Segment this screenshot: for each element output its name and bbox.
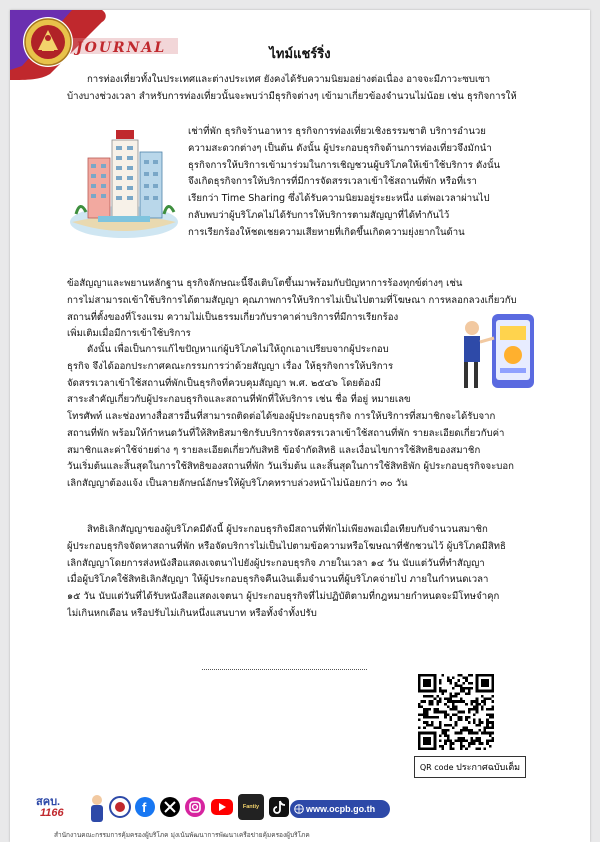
facebook-icon[interactable] bbox=[134, 796, 156, 818]
section-divider bbox=[202, 669, 367, 670]
text-line: เรียกว่า Time Sharing ซึ่งได้รับความนิยมอยู่ระยะหนึ่ง แต่พอเวลาผ่านไป bbox=[188, 193, 490, 205]
text-line: เลิกสัญญาโดยการส่งหนังสือแสดงเจตนาไปยังผู้ประกอบธุรกิจ ภายในเวลา ๑๔ วัน นับแต่วันที่ทำสัญญา bbox=[67, 557, 485, 569]
youtube-icon[interactable] bbox=[210, 796, 234, 818]
paragraph-1-top bbox=[67, 72, 551, 106]
hotline-number: 1166 bbox=[40, 807, 64, 819]
text-line: การไม่สามารถเข้าใช้บริการได้ตามสัญญา คุณภาพการให้บริการไม่เป็นไปตามที่โฆษณา การหลอกลวงเกี่ยวกับ bbox=[67, 294, 517, 306]
smartphone-illustration bbox=[458, 310, 550, 398]
text-line: สถานที่พัก พร้อมให้กำหนดวันที่ให้สิทธิสมาชิกรับบริการจัดสรรเวลาเข้าใช้สถานที่พัก รายละเอียดเกี่ยวกับค่า bbox=[67, 427, 505, 439]
text-line: สถานที่ตั้งของที่โรงแรม ความไม่เป็นธรรมเกี่ยวกับราคาค่าบริการที่มีการเรียกร้อง bbox=[67, 311, 399, 323]
text-line: ดังนั้น เพื่อเป็นการแก้ไขปัญหาแก่ผู้บริโภคไม่ให้ถูกเอาเปรียบจากผู้ประกอบ bbox=[87, 344, 389, 355]
hotline-badge[interactable] bbox=[36, 790, 86, 824]
text-line: ความสะดวกต่างๆ เป็นต้น ดังนั้น ผู้ประกอบธุรกิจด้านการท่องเที่ยวจึงมักนำ bbox=[188, 142, 492, 154]
qr-caption-box bbox=[414, 756, 526, 778]
text-line: บ้างบางช่วงเวลา สำหรับการท่องเที่ยวนั้นจะพบว่ามีธุรกิจต่างๆ เข้ามาเกี่ยวข้องจำนวนไม่น้อย เช่น ธุรกิจการให้ bbox=[67, 90, 517, 102]
tiktok-icon[interactable] bbox=[268, 796, 290, 818]
svg-text:f: f bbox=[142, 800, 147, 815]
text-line: การเรียกร้องให้ชดเชยความเสียหายที่เกิดขึ้นเกิดความยุ่งยากในด้าน bbox=[188, 226, 465, 238]
text-line: กลับพบว่าผู้บริโภคไม่ได้รับการให้บริการตามสัญญาที่ได้ทำกันไว้ bbox=[188, 209, 450, 221]
hotline-label: สคบ. bbox=[36, 796, 61, 808]
fantiy-app-icon[interactable]: Fantiy bbox=[238, 794, 264, 820]
text-line: สมาชิกและค่าใช้จ่ายต่าง ๆ รายละเอียดเกี่ยวกับสิทธิ ข้อจำกัดสิทธิ และเงื่อนไขการใช้สิทธิของสมาชิก bbox=[67, 444, 481, 456]
qr-code[interactable] bbox=[418, 674, 494, 750]
text-line: ผู้ประกอบธุรกิจจัดหาสถานที่พัก หรือจัดบริการไม่เป็นไปตามข้อความหรือโฆษณาที่ชักชวนไว้ ผู้บริโภคมีสิทธิ bbox=[67, 540, 506, 552]
paragraph-2-wrap bbox=[67, 342, 457, 409]
journal-label: JOURNAL bbox=[76, 40, 167, 56]
footer-note: สำนักงานคณะกรรมการคุ้มครองผู้บริโภค มุ่งเน้นพัฒนาการพัฒนาเครือข่ายคุ้มครองผู้บริโภค bbox=[54, 831, 310, 839]
text-line: ธุรกิจ จึงได้ออกประกาศคณะกรรมการว่าด้วยสัญญา เรื่อง ให้ธุรกิจการให้บริการ bbox=[67, 360, 394, 372]
text-line: ไม่เกินหกเดือน หรือปรับไม่เกินหนึ่งแสนบาท หรือทั้งจำทั้งปรับ bbox=[67, 607, 317, 619]
paragraph-3 bbox=[67, 522, 551, 623]
page-title: ไทม์แชร์ริ่ง bbox=[269, 47, 331, 62]
text-line: จึงเกิดธุรกิจการให้บริการที่มีการจัดสรรเวลาเข้าใช้สถานที่พัก หรือที่เรา bbox=[188, 176, 477, 188]
text-line: จัดสรรเวลาเข้าใช้สถานที่พักเป็นธุรกิจที่ควบคุมสัญญา พ.ศ. ๒๕๔๖ โดยต้องมี bbox=[67, 377, 381, 389]
x-twitter-icon[interactable] bbox=[159, 796, 181, 818]
officer-figure-icon bbox=[88, 794, 106, 824]
text-line: สิทธิเลิกสัญญาของผู้บริโภคมีดังนี้ ผู้ประกอบธุรกิจมีสถานที่พักไม่เพียงพอเมื่อเทียบกับจำนวนสมาชิก bbox=[87, 524, 488, 535]
text-line: สาระสำคัญเกี่ยวกับผู้ประกอบธุรกิจและสถานที่พักที่ให้บริการ เช่น ชื่อ ที่อยู่ หมายเลข bbox=[67, 394, 411, 406]
text-line: เช่าที่พัก ธุรกิจร้านอาหาร ธุรกิจการท่องเที่ยวเชิงธรรมชาติ บริการอำนวย bbox=[188, 126, 486, 137]
text-line: โทรศัพท์ และช่องทางสื่อสารอื่นที่สามารถติดต่อได้ของผู้ประกอบธุรกิจ การให้บริการที่สมาชิกจะได้รับจาก bbox=[67, 411, 496, 422]
globe-icon bbox=[294, 804, 304, 814]
instagram-icon[interactable] bbox=[184, 796, 206, 818]
website-link[interactable]: www.ocpb.go.th bbox=[290, 800, 390, 818]
paragraph-1-wrap bbox=[188, 124, 551, 242]
document-page bbox=[10, 10, 590, 842]
hotel-illustration bbox=[68, 122, 180, 240]
paragraph-2-bottom bbox=[67, 409, 551, 493]
text-line: ธุรกิจการให้บริการเข้ามาร่วมในการเชิญชวนผู้บริโภคให้เข้าใช้บริการ ดังนั้น bbox=[188, 159, 501, 171]
text-line: เมื่อผู้บริโภคใช้สิทธิเลิกสัญญา ให้ผู้ประกอบธุรกิจคืนเงินเต็มจำนวนที่ผู้บริโภคจ่ายไป ภายในกำหนดเวลา bbox=[67, 574, 489, 586]
text-line: เลิกสัญญาต้องแจ้ง เป็นลายลักษณ์อักษรให้ผู้บริโภคทราบล่วงหน้าไม่น้อยกว่า ๓๐ วัน bbox=[67, 478, 408, 490]
qr-label: QR code bbox=[419, 763, 454, 772]
text-line: วันเริ่มต้นและสิ้นสุดในการใช้สิทธิของสถานที่พัก วันเริ่มต้น และสิ้นสุดในการใช้สิทธิพัก ผู้ประกอบธุรกิจจะบอก bbox=[67, 461, 514, 473]
qr-sublabel: ประกาศฉบับเต็ม bbox=[456, 763, 521, 773]
text-line: เพิ่มเติมเมื่อมีการเข้าใช้บริการ bbox=[67, 328, 191, 340]
text-line: การท่องเที่ยวทั้งในประเทศและต่างประเทศ ยังคงได้รับความนิยมอย่างต่อเนื่อง อาจจะมีภาวะซบเซา bbox=[87, 74, 491, 85]
text-line: ข้อสัญญาและพยานหลักฐาน ธุรกิจลักษณะนี้จึงเติบโตขึ้นมาพร้อมกับปัญหาการร้องทุกข์ต่างๆ เช่น bbox=[67, 278, 463, 289]
text-line: ๑๕ วัน นับแต่วันที่ได้รับหนังสือแสดงเจตนา ผู้ประกอบธุรกิจที่ไม่ปฏิบัติตามที่กฎหมายกำหนดจะมีโทษจำคุก bbox=[67, 591, 500, 603]
ocpb-round-logo-icon[interactable] bbox=[109, 796, 131, 818]
